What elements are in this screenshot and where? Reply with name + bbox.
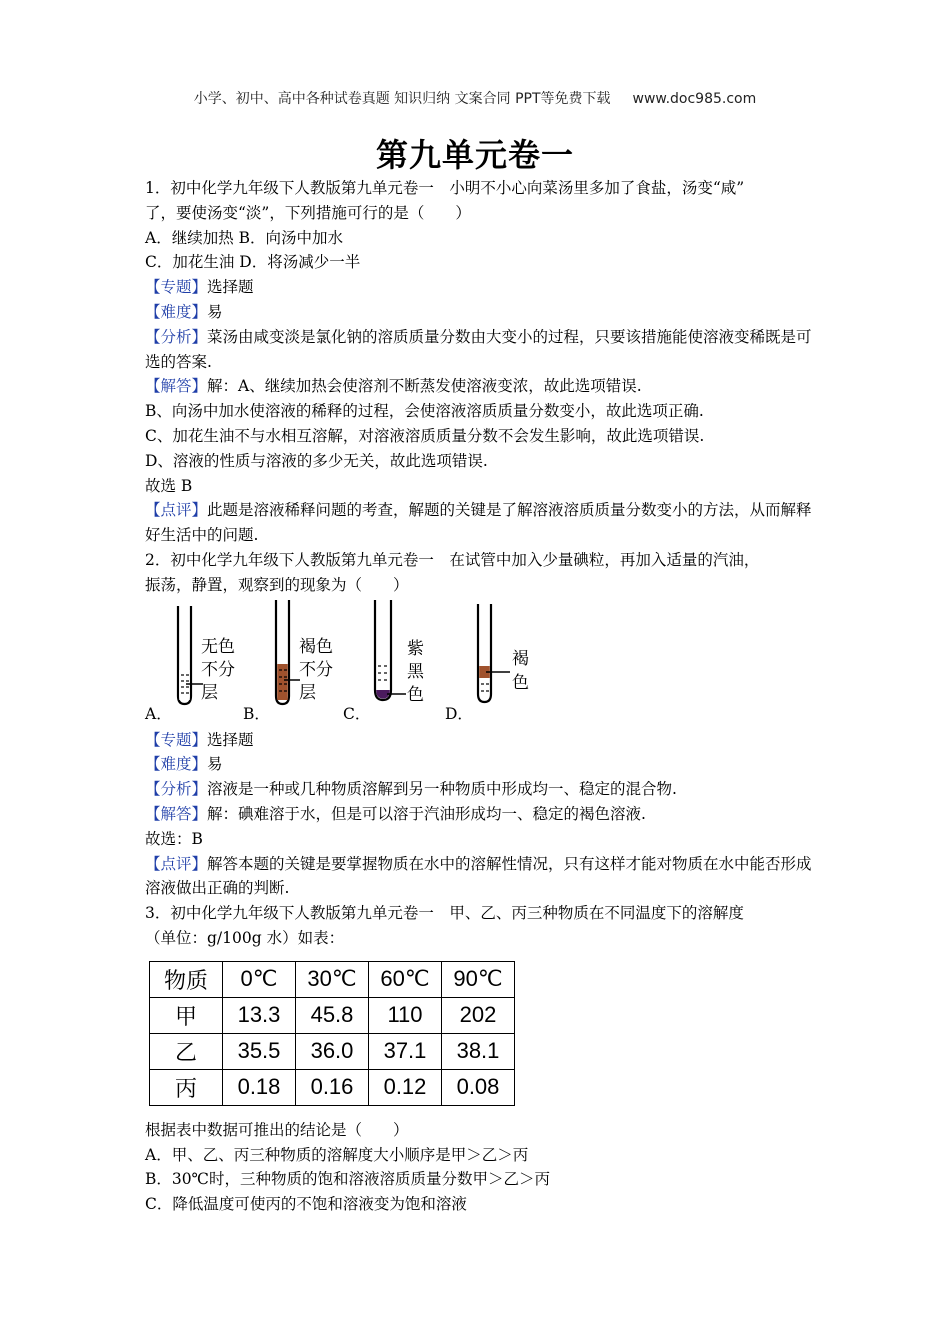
table-header-cell: 30℃	[296, 961, 369, 997]
q2-topic	[145, 728, 815, 753]
comment-text: 此题是溶液稀释问题的考查，解题的关键是了解溶液溶质质量分数变小的方法，从而解释好生活中的问题.	[145, 501, 812, 545]
tube-figure-b	[270, 600, 350, 712]
q1-answer-c: C、加花生油不与水相互溶解，对溶液溶质质量分数不会发生影响，故此选项错误.	[145, 426, 705, 445]
tube-label-line1: 褐	[512, 648, 529, 669]
comment-text: 解答本题的关键是要掌握物质在水中的溶解性情况，只有这样才能对物质在水中能否形成溶液做出正确的判断.	[145, 854, 812, 898]
table-header-cell: 物质	[150, 961, 223, 997]
q3-option-b: B．30℃时，三种物质的饱和溶液溶质质量分数甲＞乙＞丙	[145, 1170, 550, 1189]
q1-stem-line1: 1．初中化学九年级下人教版第九单元卷一 小明不小心向菜汤里多加了食盐，汤变“咸”	[145, 179, 745, 197]
topic-tag: 【专题】	[145, 730, 208, 749]
q1-options-cd: C．加花生油 D．将汤减少一半	[145, 253, 361, 272]
page-header	[0, 88, 950, 108]
table-cell: 乙	[150, 1033, 223, 1069]
option-b-label: B．	[243, 704, 270, 723]
tube-label-line2: 不分	[299, 659, 333, 680]
tube-label-line1: 紫	[407, 638, 424, 659]
tube-label-line2: 不分	[201, 659, 235, 680]
q2-comment	[145, 852, 815, 902]
solubility-table	[149, 961, 515, 1106]
table-cell: 0.08	[442, 1069, 515, 1105]
topic-tag: 【专题】	[145, 278, 208, 297]
answer-text: 解：A、继续加热会使溶剂不断蒸发使溶液变浓，故此选项错误.	[207, 377, 642, 396]
table-cell: 38.1	[442, 1033, 515, 1069]
test-tube-figures	[145, 600, 815, 728]
header-text: 小学、初中、高中各种试卷真题 知识归纳 文案合同 PPT等免费下载	[193, 91, 611, 107]
q2-stem-line2: 振荡，静置，观察到的现象为（ ）	[145, 575, 409, 594]
table-header-row	[150, 961, 515, 997]
q3-stem-line2: （单位：g/100g 水）如表：	[145, 928, 345, 947]
q1-choice: 故选 B	[145, 476, 193, 495]
tube-label-line2: 黑	[407, 661, 424, 682]
q3-question: 根据表中数据可推出的结论是（ ）	[145, 1120, 409, 1139]
q3-option-c: C．降低温度可使丙的不饱和溶液变为饱和溶液	[145, 1195, 467, 1214]
table-row	[150, 997, 515, 1033]
document-body	[145, 176, 815, 1217]
tube-figure-a	[171, 600, 251, 712]
q1-analysis	[145, 325, 815, 375]
table-cell: 110	[369, 997, 442, 1033]
table-cell: 45.8	[296, 997, 369, 1033]
table-row	[150, 1033, 515, 1069]
table-cell: 丙	[150, 1069, 223, 1105]
option-d-label: D．	[445, 704, 473, 723]
table-header-cell: 0℃	[223, 961, 296, 997]
tube-label-line1: 褐色	[299, 636, 333, 657]
q3-stem-line1: 3．初中化学九年级下人教版第九单元卷一 甲、乙、丙三种物质在不同温度下的溶解度	[145, 904, 744, 923]
q2-stem-line1: 2．初中化学九年级下人教版第九单元卷一 在试管中加入少量碘粒，再加入适量的汽油，	[145, 550, 760, 569]
q1-answer	[145, 374, 815, 399]
q1-answer-b: B、向汤中加水使溶液的稀释的过程，会使溶液溶质质量分数变小，故此选项正确.	[145, 402, 704, 421]
answer-text: 解：碘难溶于水，但是可以溶于汽油形成均一、稳定的褐色溶液.	[207, 804, 646, 823]
table-cell: 甲	[150, 997, 223, 1033]
difficulty-tag: 【难度】	[145, 302, 208, 321]
tube-label-line1: 无色	[201, 636, 235, 657]
question-2	[145, 548, 815, 901]
q3-option-a: A．甲、乙、丙三种物质的溶解度大小顺序是甲＞乙＞丙	[145, 1145, 529, 1164]
option-a-label: A．	[145, 704, 172, 723]
tube-outline	[375, 600, 391, 700]
q2-choice: 故选：B	[145, 829, 203, 848]
q2-answer	[145, 802, 815, 827]
answer-tag: 【解答】	[145, 377, 208, 396]
difficulty-tag: 【难度】	[145, 755, 208, 774]
table-cell: 202	[442, 997, 515, 1033]
table-cell: 0.18	[223, 1069, 296, 1105]
q2-analysis	[145, 777, 815, 802]
difficulty-value: 易	[207, 755, 223, 774]
question-1	[145, 176, 815, 548]
tube-label-line3: 层	[299, 682, 316, 703]
tube-label-line3: 层	[201, 682, 218, 703]
header-site-link[interactable]: www.doc985.com	[632, 91, 757, 107]
table-cell: 13.3	[223, 997, 296, 1033]
comment-tag: 【点评】	[145, 854, 208, 873]
question-3	[145, 901, 815, 1217]
liquid-dashes	[481, 684, 489, 691]
tube-label-line2: 色	[512, 672, 529, 693]
comment-tag: 【点评】	[145, 501, 208, 520]
tube-figure-d	[472, 600, 552, 712]
tube-figure-c	[370, 600, 450, 712]
tube-label-line3: 色	[407, 684, 424, 705]
topic-value: 选择题	[207, 278, 254, 297]
analysis-tag: 【分析】	[145, 327, 208, 346]
q1-topic	[145, 275, 815, 300]
table-header-cell: 60℃	[369, 961, 442, 997]
option-c-label: C．	[343, 704, 371, 723]
page-title: 第九单元卷一	[375, 136, 574, 174]
table-cell: 36.0	[296, 1033, 369, 1069]
q1-difficulty	[145, 300, 815, 325]
analysis-text: 菜汤由咸变淡是氯化钠的溶质质量分数由大变小的过程，只要该措施能使溶液变稀既是可选的答案.	[145, 327, 812, 371]
q1-options-ab: A．继续加热 B．向汤中加水	[145, 228, 344, 247]
analysis-tag: 【分析】	[145, 780, 208, 799]
table-cell: 0.12	[369, 1069, 442, 1105]
analysis-text: 溶液是一种或几种物质溶解到另一种物质中形成均一、稳定的混合物.	[207, 780, 677, 799]
topic-value: 选择题	[207, 730, 254, 749]
q2-difficulty	[145, 752, 815, 777]
table-cell: 37.1	[369, 1033, 442, 1069]
table-cell: 0.16	[296, 1069, 369, 1105]
liquid-dashes	[378, 666, 387, 680]
table-cell: 35.5	[223, 1033, 296, 1069]
difficulty-value: 易	[207, 302, 223, 321]
q1-answer-d: D、溶液的性质与溶液的多少无关，故此选项错误.	[145, 451, 488, 470]
q1-stem-line2: 了，要使汤变“淡”，下列措施可行的是（ ）	[145, 203, 471, 222]
q1-comment	[145, 498, 815, 548]
tube-outline	[478, 604, 491, 702]
answer-tag: 【解答】	[145, 804, 208, 823]
table-row	[150, 1069, 515, 1105]
table-header-cell: 90℃	[442, 961, 515, 997]
